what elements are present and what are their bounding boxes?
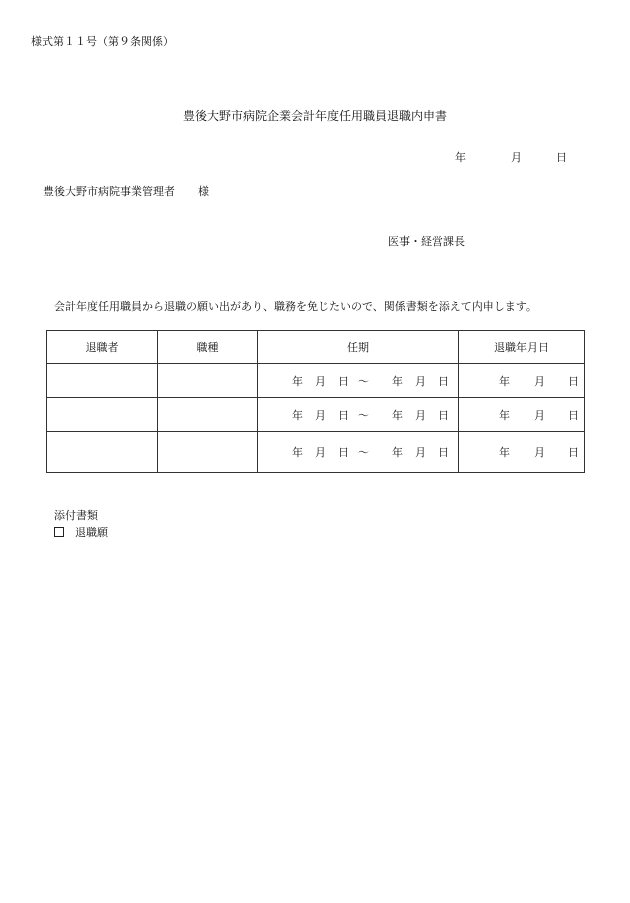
body-text: 会計年度任用職員から退職の願い出があり、職務を免じたいので、関係書類を添えて内申します。 — [54, 300, 537, 313]
retirement-date-cell[interactable] — [459, 432, 585, 473]
sender: 医事・経営課長 — [388, 235, 465, 248]
term-start-month: 月 — [315, 408, 326, 422]
retirement-day: 日 — [568, 408, 579, 422]
term-start-year: 年 — [292, 408, 303, 422]
term-start-year: 年 — [292, 446, 303, 459]
retiree-cell[interactable] — [47, 398, 158, 432]
term-start-month: 月 — [315, 446, 326, 459]
term-end-year: 年 — [392, 374, 403, 388]
attachment-label: 退職願 — [75, 526, 108, 539]
retirement-month: 月 — [534, 408, 545, 422]
attachment-checkbox[interactable] — [54, 527, 64, 537]
retirement-year: 年 — [499, 374, 510, 388]
job-type-cell[interactable] — [158, 398, 258, 432]
term-end-month: 月 — [415, 446, 426, 459]
table-header-row — [47, 331, 585, 364]
term-end-year: 年 — [392, 446, 403, 459]
term-end-day: 日 — [438, 446, 449, 459]
header-job-type: 職種 — [158, 331, 258, 364]
header-term: 任期 — [258, 331, 459, 364]
honorific: 様 — [198, 185, 209, 198]
retiree-cell[interactable] — [47, 432, 158, 473]
retirement-table — [46, 330, 585, 473]
date-year-label: 年 — [455, 151, 466, 164]
header-retirement-date: 退職年月日 — [459, 331, 585, 364]
term-cell[interactable] — [258, 432, 459, 473]
job-type-cell[interactable] — [158, 364, 258, 398]
term-start-day: 日 — [338, 374, 349, 388]
attachments-title: 添付書類 — [54, 509, 98, 522]
retirement-year: 年 — [499, 408, 510, 422]
retirement-year: 年 — [499, 446, 510, 459]
term-start-day: 日 — [338, 446, 349, 459]
attachment-item — [54, 524, 108, 540]
job-type-cell[interactable] — [158, 432, 258, 473]
table-row — [47, 432, 585, 473]
term-start-day: 日 — [338, 408, 349, 422]
term-end-month: 月 — [415, 408, 426, 422]
term-separator: ～ — [358, 446, 369, 459]
retirement-month: 月 — [534, 374, 545, 388]
term-cell[interactable] — [258, 398, 459, 432]
date-day-label: 日 — [556, 151, 567, 164]
header-retiree: 退職者 — [47, 331, 158, 364]
table-row — [47, 398, 585, 432]
retirement-date-cell[interactable] — [459, 364, 585, 398]
form-number: 様式第１１号（第９条関係） — [31, 35, 174, 48]
table-row — [47, 364, 585, 398]
retiree-cell[interactable] — [47, 364, 158, 398]
date-month-label: 月 — [511, 151, 522, 164]
retirement-date-cell[interactable] — [459, 398, 585, 432]
term-end-month: 月 — [415, 374, 426, 388]
retirement-day: 日 — [568, 446, 579, 459]
term-start-year: 年 — [292, 374, 303, 388]
term-end-day: 日 — [438, 408, 449, 422]
term-start-month: 月 — [315, 374, 326, 388]
term-separator: ～ — [358, 374, 369, 388]
term-end-year: 年 — [392, 408, 403, 422]
retirement-day: 日 — [568, 374, 579, 388]
term-cell[interactable] — [258, 364, 459, 398]
addressee: 豊後大野市病院事業管理者 — [43, 185, 175, 198]
retirement-month: 月 — [534, 446, 545, 459]
document-title: 豊後大野市病院企業会計年度任用職員退職内申書 — [182, 109, 447, 123]
term-end-day: 日 — [438, 374, 449, 388]
term-separator: ～ — [358, 408, 369, 422]
